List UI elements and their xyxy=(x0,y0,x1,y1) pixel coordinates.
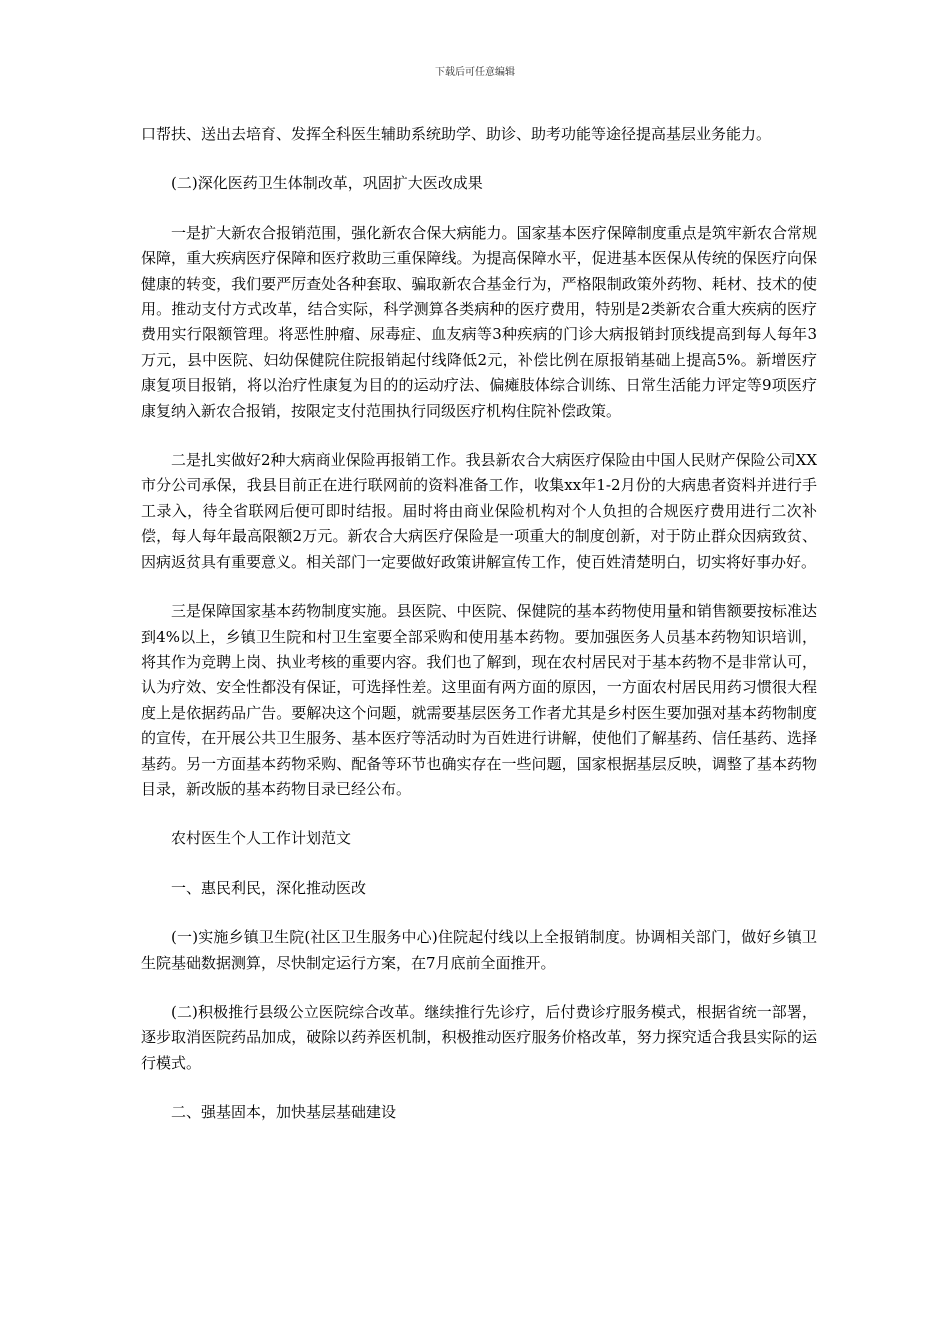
section-heading-grassroots: 二、强基固本，加快基层基础建设 xyxy=(171,1103,397,1122)
section-heading-reform: (二)深化医药卫生体制改革，巩固扩大医改成果 xyxy=(171,174,483,193)
paragraph-insurance-scope: 一是扩大新农合报销范围，强化新农合保大病能力。国家基本医疗保障制度重点是筑牢新农合常规保障，重大疾病医疗保障和医疗救助三重保障线。为提高保障水平，促进基本医保从传统的保医疗向保健康的转变，我们要严厉查处各种套取、骗取新农合基金行为，严格限制政策外药物、耗材、技术的使用。推动支付方式改革，结合实际，科学测算各类病种的医疗费用，特别是2类新农合重大疾病的医疗费用实行限额管理。将恶性肿瘤、尿毒症、血友病等3种疾病的门诊大病报销封顶线提高到每人每年3万元，县中医院、妇幼保健院住院报销起付线降低2元，补偿比例在原报销基础上提高5%。新增医疗康复项目报销，将以治疗性康复为目的的运动疗法、偏瘫肢体综合训练、日常生活能力评定等9项医疗康复纳入新农合报销，按限定支付范围执行同级医疗机构住院补偿政策。 xyxy=(141,223,817,420)
paragraph-continuation: 口帮扶、送出去培育、发挥全科医生辅助系统助学、助诊、助考功能等途径提高基层业务能力。 xyxy=(141,125,772,143)
section-heading-benefit: 一、惠民利民，深化推动医改 xyxy=(171,878,367,897)
paragraph-essential-drugs: 三是保障国家基本药物制度实施。县医院、中医院、保健院的基本药物使用量和销售额要按标准达到4%以上，乡镇卫生院和村卫生室要全部采购和使用基本药物。要加强医务人员基本药物知识培训，将其作为竞聘上岗、执业考核的重要内容。我们也了解到，现在农村居民对于基本药物不是非常认可，认为疗效、安全性都没有保证，可选择性差。这里面有两方面的原因，一方面农村居民用药习惯很大程度上是依据药品广告。要解决这个问题，就需要基层医务工作者尤其是乡村医生要加强对基本药物制度的宣传，在开展公共卫生服务、基本医疗等活动时为百姓进行讲解，使他们了解基药、信任基药、选择基药。另一方面基本药物采购、配备等环节也确实存在一些问题，国家根据基层反映，调整了基本药物目录，新改版的基本药物目录已经公布。 xyxy=(141,602,817,798)
document-subtitle: 农村医生个人工作计划范文 xyxy=(171,829,352,848)
paragraph-township-hospital: (一)实施乡镇卫生院(社区卫生服务中心)住院起付线以上全报销制度。协调相关部门，做好乡镇卫生院基础数据测算，尽快制定运行方案，在7月底前全面推开。 xyxy=(141,928,817,972)
paragraph-commercial-insurance: 二是扎实做好2种大病商业保险再报销工作。我县新农合大病医疗保险由中国人民财产保险公司XX市分公司承保，我县目前正在进行联网前的资料准备工作，收集xx年1-2月份的大病患者资料并进行手工录入，待全省联网后便可即时结报。届时将由商业保险机构对个人负担的合规医疗费用进行二次补偿，每人每年最高限额2万元。新农合大病医疗保险是一项重大的制度创新，对于防止群众因病致贫、因病返贫具有重要意义。相关部门一定要做好政策讲解宣传工作，使百姓清楚明白，切实将好事办好。 xyxy=(141,451,817,571)
document-body xyxy=(141,122,817,1126)
paragraph-county-hospital: (二)积极推行县级公立医院综合改革。继续推行先诊疗，后付费诊疗服务模式，根据省统一部署，逐步取消医院药品加成，破除以药养医机制，积极推动医疗服务价格改革，努力探究适合我县实际的运行模式。 xyxy=(141,1002,817,1072)
page-header: 下载后可任意编辑 xyxy=(435,67,515,78)
